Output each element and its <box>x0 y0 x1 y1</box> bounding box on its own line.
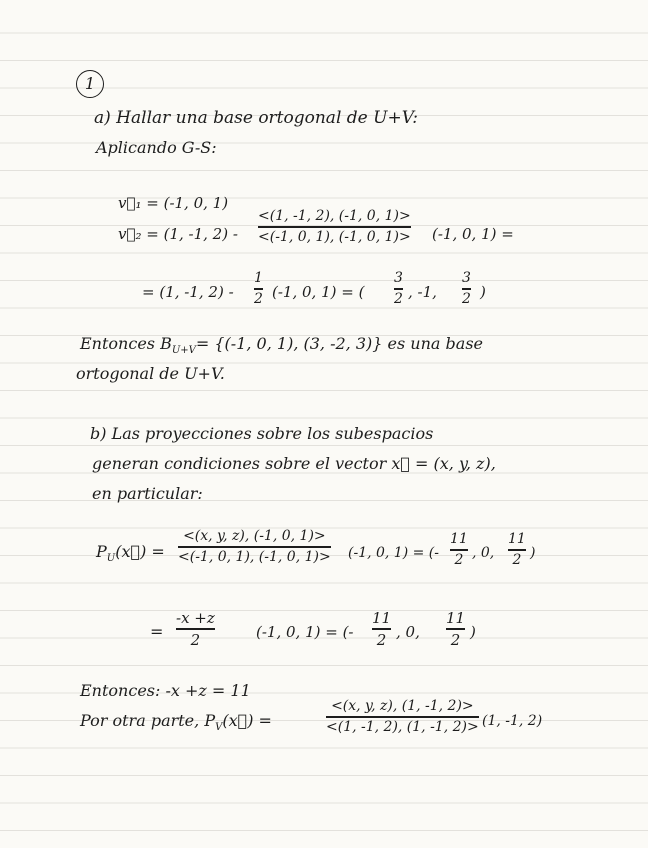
eleven-halves-fraction-1 <box>450 531 468 569</box>
v2-coefficient-fraction <box>258 208 411 246</box>
v2-rhs: (-1, 0, 1) = <box>432 225 514 243</box>
three-halves-fraction-2 <box>462 270 471 308</box>
proj-v-rhs: (1, -1, 2) <box>482 713 543 729</box>
fraction-bar <box>372 628 391 630</box>
eleven-halves-fraction-3 <box>372 609 391 649</box>
fraction-bar <box>254 288 263 290</box>
gs-step-separator: , -1, <box>408 283 437 301</box>
eleven-halves-denominator: 2 <box>512 551 522 568</box>
eleven-halves-denominator: 2 <box>376 630 387 649</box>
eleven-halves-denominator: 2 <box>454 551 464 568</box>
part-a-method: Aplicando G-S: <box>96 138 217 157</box>
three-halves-denominator: 2 <box>394 290 403 307</box>
part-b-intro-1: b) Las proyecciones sobre los subespacios <box>90 424 434 443</box>
proj-u-separator: , 0, <box>472 545 495 561</box>
proj-u-argument: (x⃗) = <box>115 542 165 561</box>
eleven-halves-fraction-2 <box>508 531 526 569</box>
eleven-halves-numerator: 11 <box>446 609 466 627</box>
proj-v-lhs <box>80 711 272 738</box>
part-b-intro-3: en particular: <box>92 484 203 503</box>
line2-separator: , 0, <box>396 623 420 641</box>
problem-number-text: 1 <box>84 74 96 93</box>
part-a-heading: a) Hallar una base ortogonal de U+V: <box>94 108 418 128</box>
proj-u-fraction <box>178 528 331 566</box>
v2-fraction-numerator: <(1, -1, 2), (-1, 0, 1)> <box>258 208 411 224</box>
fraction-bar <box>394 288 403 290</box>
proj-u-rhs: (-1, 0, 1) = (- <box>348 545 439 561</box>
proj-u-end: ) <box>530 545 536 561</box>
line2-fraction <box>176 609 215 649</box>
fraction-bar <box>326 716 479 718</box>
proj-u-denominator: <(-1, 0, 1), (-1, 0, 1)> <box>178 548 331 565</box>
proj-v-numerator: <(x, y, z), (1, -1, 2)> <box>331 698 474 714</box>
proj-u-subscript: U <box>106 553 116 565</box>
eleven-halves-denominator: 2 <box>450 630 461 649</box>
three-halves-numerator: 3 <box>462 270 471 286</box>
half-fraction <box>254 270 263 308</box>
eleven-halves-numerator: 11 <box>372 609 392 627</box>
eleven-halves-fraction-4 <box>446 609 465 649</box>
line2-numerator: -x +z <box>176 609 215 627</box>
three-halves-fraction-1 <box>394 270 403 308</box>
three-halves-numerator: 3 <box>394 270 403 286</box>
eleven-halves-numerator: 11 <box>450 531 468 547</box>
conclusion-line-1 <box>80 334 483 361</box>
proj-u-lhs <box>96 542 165 569</box>
v2-lhs: v⃗₂ = (1, -1, 2) - <box>118 225 238 243</box>
proj-v-fraction <box>326 698 479 736</box>
fraction-bar <box>176 628 215 630</box>
conclusion-line-2: ortogonal de U+V. <box>76 364 225 383</box>
gs-step-end: ) <box>480 283 486 301</box>
line2-end: ) <box>470 623 476 641</box>
line2-denominator: 2 <box>190 630 201 649</box>
conclusion-prefix: Entonces B <box>80 334 172 353</box>
v1-definition: v⃗₁ = (-1, 0, 1) <box>118 194 229 212</box>
three-halves-denominator: 2 <box>462 290 471 307</box>
condition-line: Entonces: -x +z = 11 <box>80 681 251 700</box>
half-numerator: 1 <box>254 270 263 286</box>
problem-number <box>76 70 104 98</box>
fraction-bar <box>258 226 411 228</box>
line2-equals: = <box>150 622 164 641</box>
fraction-bar <box>462 288 471 290</box>
gs-step-mid: (-1, 0, 1) = ( <box>272 283 365 301</box>
eleven-halves-numerator: 11 <box>508 531 526 547</box>
conclusion-basis: = {(-1, 0, 1), (3, -2, 3)} es una base <box>195 334 483 353</box>
line2-rhs: (-1, 0, 1) = (- <box>256 623 354 641</box>
basis-subscript: U+V <box>171 345 196 357</box>
proj-v-prefix: Por otra parte, P <box>80 711 216 730</box>
fraction-bar <box>508 549 526 551</box>
proj-v-argument: (x⃗) = <box>222 711 272 730</box>
half-denominator: 2 <box>254 290 263 307</box>
proj-u-numerator: <(x, y, z), (-1, 0, 1)> <box>183 528 326 544</box>
gs-step-lhs: = (1, -1, 2) - <box>142 283 234 301</box>
fraction-bar <box>178 546 331 548</box>
proj-v-subscript: V <box>215 722 223 734</box>
part-b-intro-2: generan condiciones sobre el vector x⃗ = (x, y, z), <box>92 454 496 473</box>
proj-u-symbol: P <box>96 542 107 561</box>
fraction-bar <box>450 549 468 551</box>
proj-v-denominator: <(1, -1, 2), (1, -1, 2)> <box>326 718 479 735</box>
v2-fraction-denominator: <(-1, 0, 1), (-1, 0, 1)> <box>258 228 411 245</box>
fraction-bar <box>446 628 465 630</box>
